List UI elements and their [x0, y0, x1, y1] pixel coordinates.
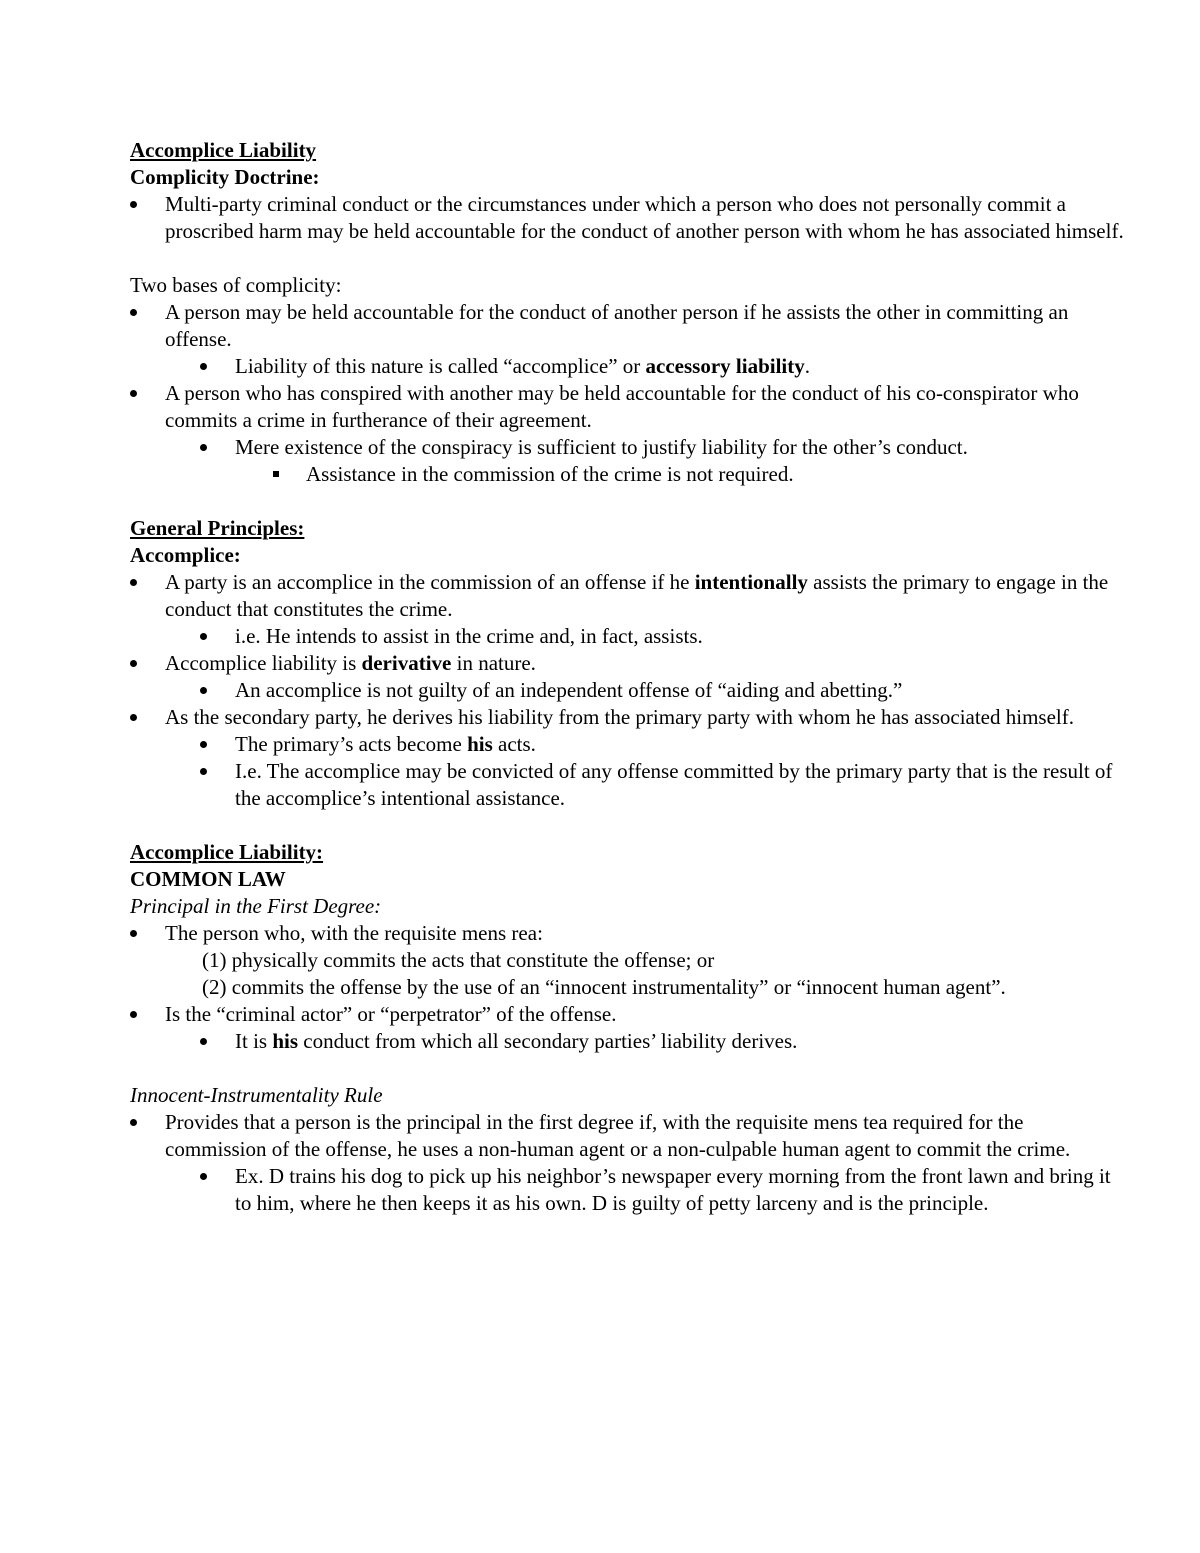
bullet-dot-icon — [130, 299, 137, 326]
subheading-complicity-doctrine: Complicity Doctrine: — [130, 165, 320, 189]
bullet-dot-icon — [130, 569, 137, 596]
list-item: As the secondary party, he derives his liability from the primary party with whom he has associated himself. — [130, 704, 1125, 731]
list-item: Is the “criminal actor” or “perpetrator” of the offense. — [130, 1001, 1125, 1028]
list-item: (1) physically commits the acts that constitute the offense; or — [202, 948, 715, 972]
bullet-dot-icon — [130, 704, 137, 731]
bullet-dot-icon — [200, 1028, 207, 1055]
list-item: Assistance in the commission of the crime is not required. — [130, 461, 1125, 488]
list-item: The primary’s acts become his acts. — [130, 731, 1125, 758]
list-item: An accomplice is not guilty of an independent offense of “aiding and abetting.” — [130, 677, 1125, 704]
bullet-dot-icon — [200, 623, 207, 650]
bullet-dot-icon — [130, 650, 137, 677]
list-item: Liability of this nature is called “accomplice” or accessory liability. — [130, 353, 1125, 380]
list-item: The person who, with the requisite mens rea: — [130, 920, 1125, 947]
list-item: A person who has conspired with another may be held accountable for the conduct of his co-conspirator who commits a crime in furtherance of their agreement. — [130, 380, 1125, 434]
list-item: I.e. The accomplice may be convicted of any offense committed by the primary party that is the result of the accomplice’s intentional assistance. — [130, 758, 1125, 812]
list-item: Multi-party criminal conduct or the circumstances under which a person who does not personally commit a proscribed harm may be held accountable for the conduct of another person with whom he has associated himself. — [130, 191, 1125, 245]
list-item: (2) commits the offense by the use of an “innocent instrumentality” or “innocent human agent”. — [202, 975, 1006, 999]
bullet-dot-icon — [200, 758, 207, 785]
bullet-dot-icon — [130, 920, 137, 947]
bullet-dot-icon — [200, 1163, 207, 1190]
section-heading-general-principles: General Principles: — [130, 516, 305, 540]
italic-heading-principal-first-degree: Principal in the First Degree: — [130, 894, 382, 918]
bullet-dot-icon — [200, 731, 207, 758]
subheading-accomplice: Accomplice: — [130, 543, 241, 567]
bullet-dot-icon — [130, 1109, 137, 1136]
bullet-dot-icon — [200, 353, 207, 380]
list-item: Accomplice liability is derivative in nature. — [130, 650, 1125, 677]
list-item: Provides that a person is the principal in the first degree if, with the requisite mens tea required for the commission of the offense, he uses a non-human agent or a non-culpable human agent to commit the crime. — [130, 1109, 1125, 1163]
list-item: A party is an accomplice in the commission of an offense if he intentionally assists the primary to engage in the conduct that constitutes the crime. — [130, 569, 1125, 623]
bullet-list — [130, 920, 1125, 1055]
italic-heading-innocent-instrumentality-rule: Innocent-Instrumentality Rule — [130, 1083, 383, 1107]
subheading-common-law: COMMON LAW — [130, 867, 286, 891]
document-body — [130, 137, 1125, 1217]
bullet-list — [130, 299, 1125, 488]
bullet-list — [130, 1109, 1125, 1217]
bullet-dot-icon — [130, 380, 137, 407]
section-heading-accomplice-liability-2: Accomplice Liability: — [130, 840, 324, 864]
bullet-dot-icon — [130, 191, 137, 218]
list-item: Mere existence of the conspiracy is sufficient to justify liability for the other’s conduct. — [130, 434, 1125, 461]
section-heading-accomplice-liability: Accomplice Liability — [130, 138, 317, 162]
bullet-list — [130, 191, 1125, 245]
list-item: A person may be held accountable for the conduct of another person if he assists the other in committing an offense. — [130, 299, 1125, 353]
intro-text: Two bases of complicity: — [130, 273, 342, 297]
bullet-dot-icon — [130, 1001, 137, 1028]
bullet-list — [130, 569, 1125, 812]
bullet-dot-icon — [200, 434, 207, 461]
bullet-square-icon — [273, 461, 279, 488]
list-item: It is his conduct from which all secondary parties’ liability derives. — [130, 1028, 1125, 1055]
bullet-dot-icon — [200, 677, 207, 704]
list-item: i.e. He intends to assist in the crime and, in fact, assists. — [130, 623, 1125, 650]
list-item: Ex. D trains his dog to pick up his neighbor’s newspaper every morning from the front lawn and bring it to him, where he then keeps it as his own. D is guilty of petty larceny and is the principle. — [130, 1163, 1125, 1217]
